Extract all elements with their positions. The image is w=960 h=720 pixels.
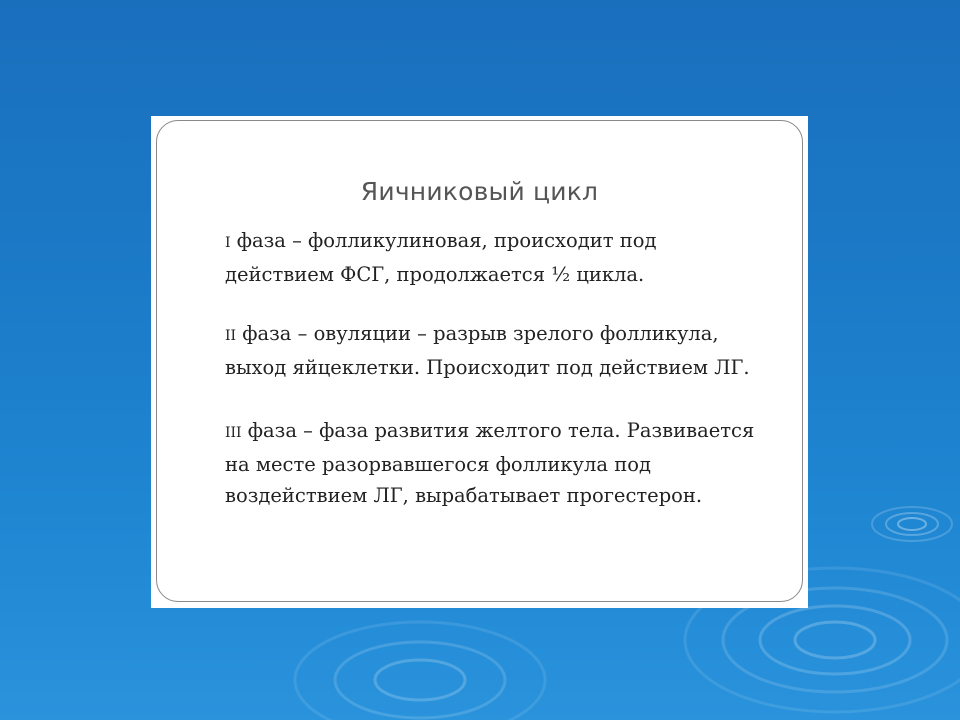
slide-frame <box>151 116 808 608</box>
slide-content-card <box>156 120 803 602</box>
phase-numeral: I <box>225 235 231 251</box>
slide-title: Яичниковый цикл <box>360 177 599 206</box>
phase-numeral: III <box>225 425 242 441</box>
phase-text-line: на месте разорвавшегося фолликула под <box>225 453 651 476</box>
phase-2-paragraph <box>225 318 785 383</box>
phase-text-line: действием ФСГ, продолжается ½ цикла. <box>225 263 645 286</box>
phase-text-line: фаза – овуляции – разрыв зрелого фолликула, <box>242 322 719 345</box>
phase-numeral: II <box>225 328 237 344</box>
phase-text-line: фаза – фаза развития желтого тела. Развивается <box>247 419 755 442</box>
phase-3-paragraph <box>225 415 785 511</box>
phase-text-line: выход яйцеклетки. Происходит под действием ЛГ. <box>225 356 750 379</box>
phase-text-line: фаза – фолликулиновая, происходит под <box>236 229 657 252</box>
phase-text-line: воздействием ЛГ, вырабатывает прогестерон. <box>225 484 703 507</box>
phase-1-paragraph <box>225 225 785 290</box>
